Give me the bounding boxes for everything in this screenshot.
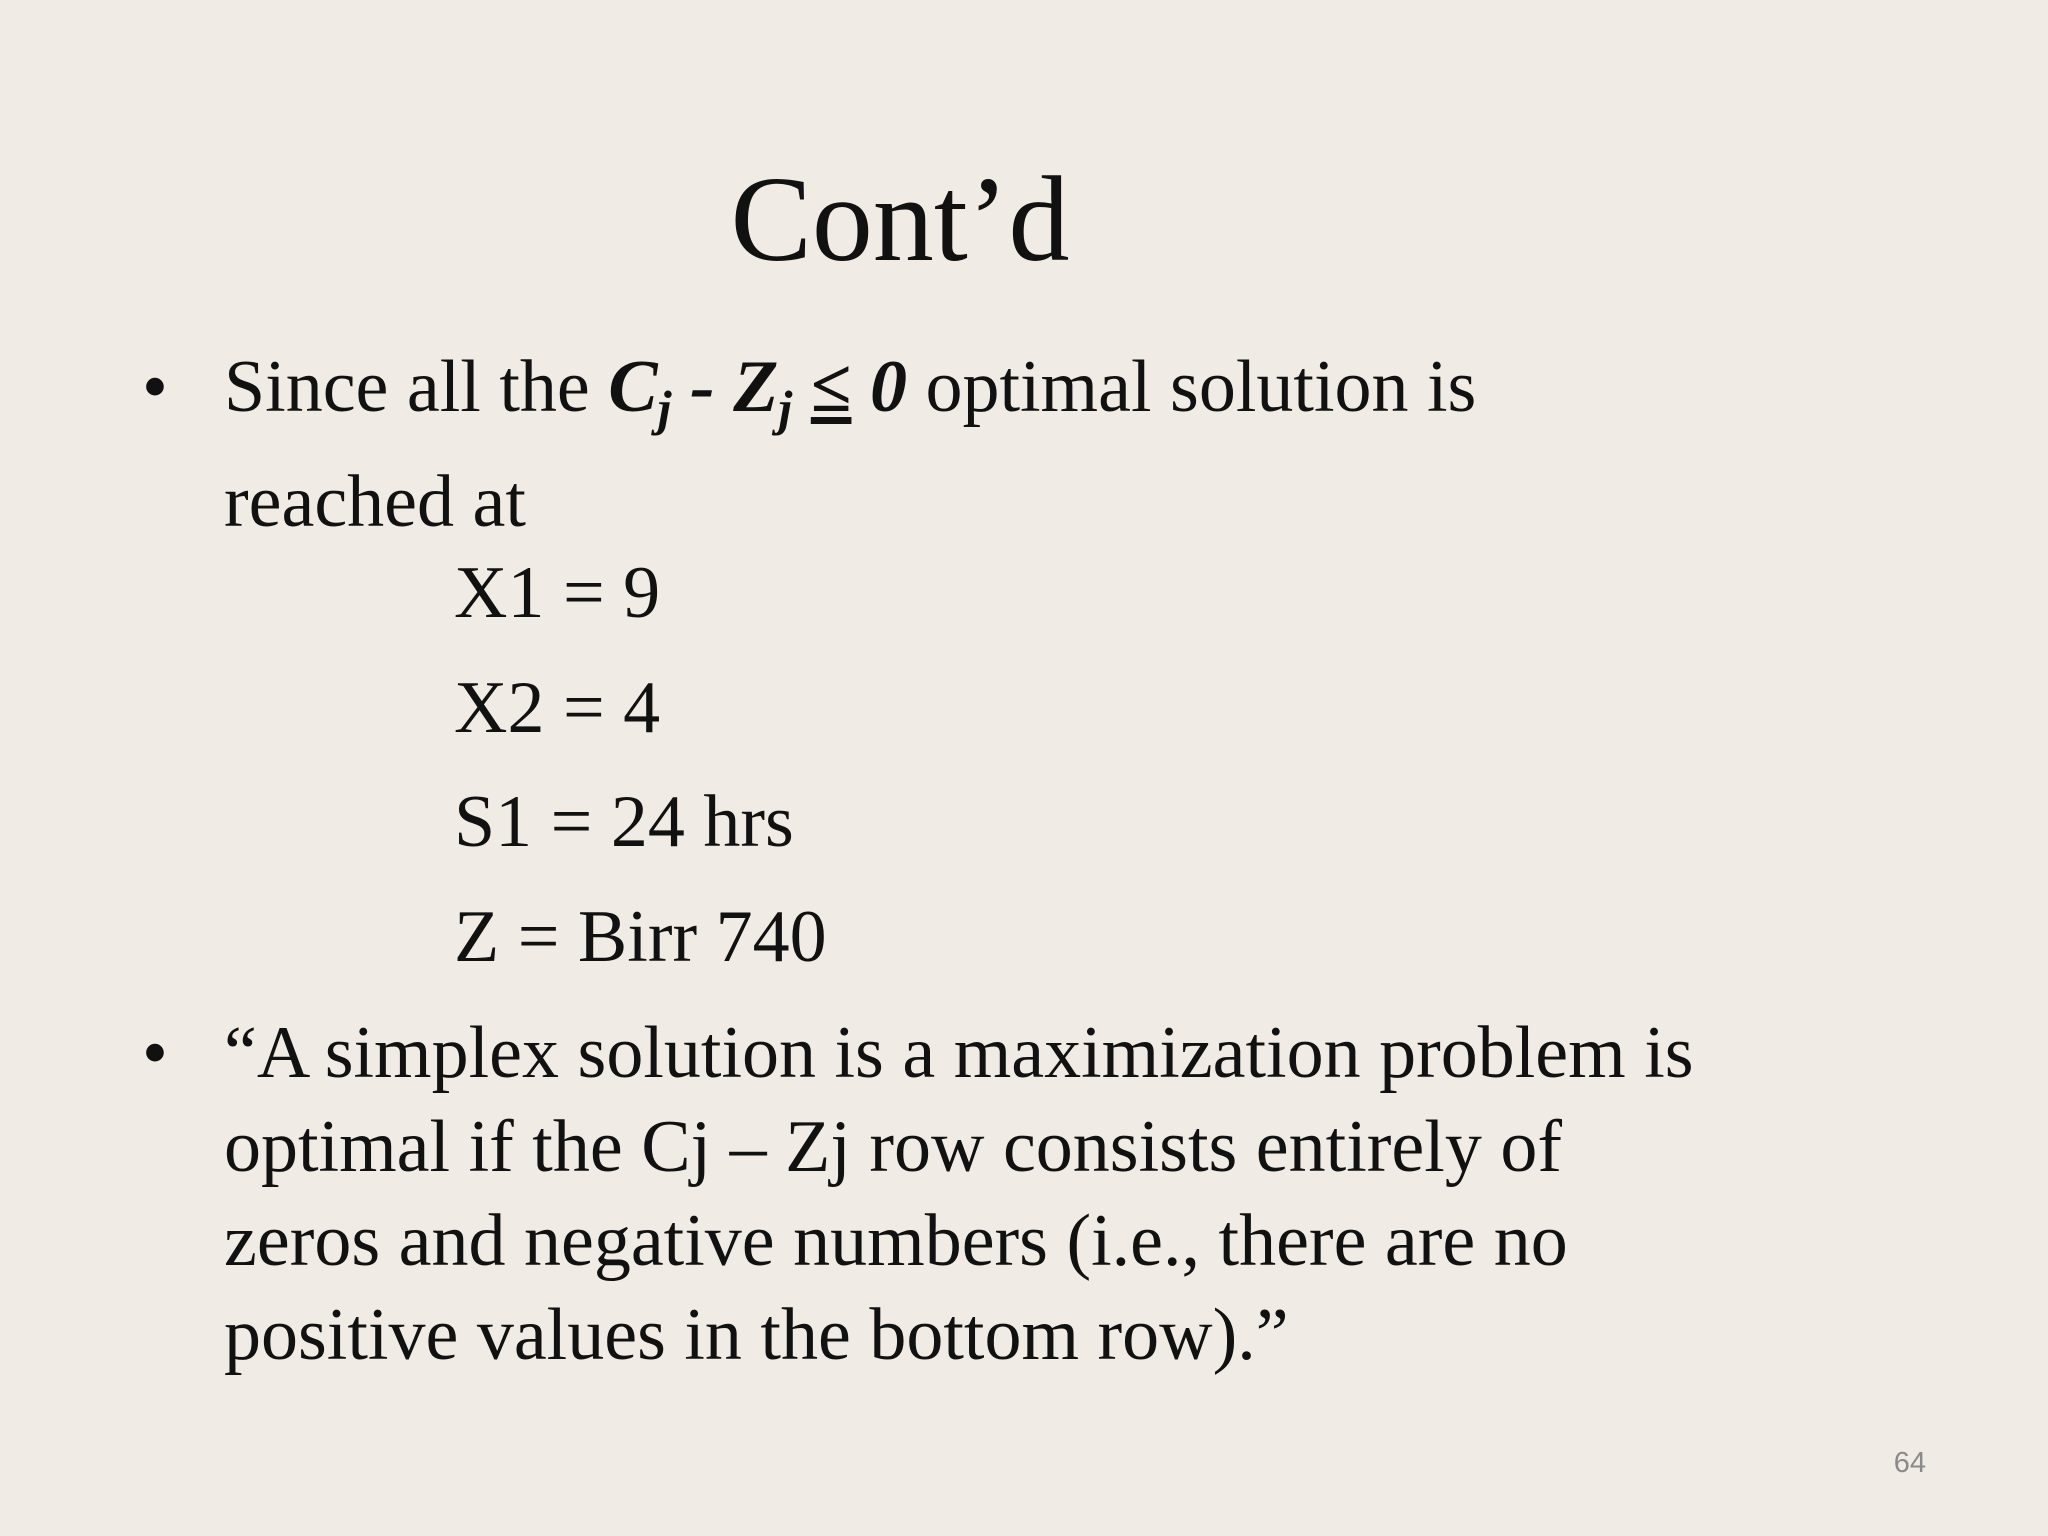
bullet-1-tail: optimal solution is xyxy=(906,346,1477,428)
cj-subscript: j xyxy=(657,380,672,436)
bullet-2-line-1: “A simplex solution is a maximization problem is xyxy=(224,1012,1694,1094)
bullet-2-line-3: zeros and negative numbers (i.e., there are no xyxy=(224,1200,1568,1282)
bullet-2-text xyxy=(224,1006,1694,1382)
result-s1: S1 = 24 hrs xyxy=(454,781,794,863)
bullet-2-line-2: optimal if the Cj – Zj row consists entirely of xyxy=(224,1106,1562,1188)
minus-sign: - xyxy=(671,346,734,428)
bullet-1-lead: Since all the xyxy=(224,346,609,428)
result-x2: X2 = 4 xyxy=(454,667,661,749)
bullet-marker-1: • xyxy=(142,346,168,428)
less-equal-symbol: ≤ xyxy=(810,346,852,428)
zero-value: 0 xyxy=(851,346,907,428)
zj-symbol: Z xyxy=(733,346,779,428)
bullet-marker-2: • xyxy=(142,1012,168,1094)
slide-title: Cont’d xyxy=(730,152,1070,287)
bullet-2-line-4: positive values in the bottom row).” xyxy=(224,1294,1289,1376)
result-x1: X1 = 9 xyxy=(454,552,661,634)
result-z: Z = Birr 740 xyxy=(454,896,827,978)
bullet-1-line-2: reached at xyxy=(224,461,526,543)
bullet-1-text xyxy=(224,340,1476,549)
bullet-1-line-1 xyxy=(224,340,1476,455)
page-number: 64 xyxy=(1893,1447,1926,1479)
spacer xyxy=(792,346,811,428)
cj-symbol: C xyxy=(608,346,658,428)
zj-subscript: j xyxy=(778,380,793,436)
